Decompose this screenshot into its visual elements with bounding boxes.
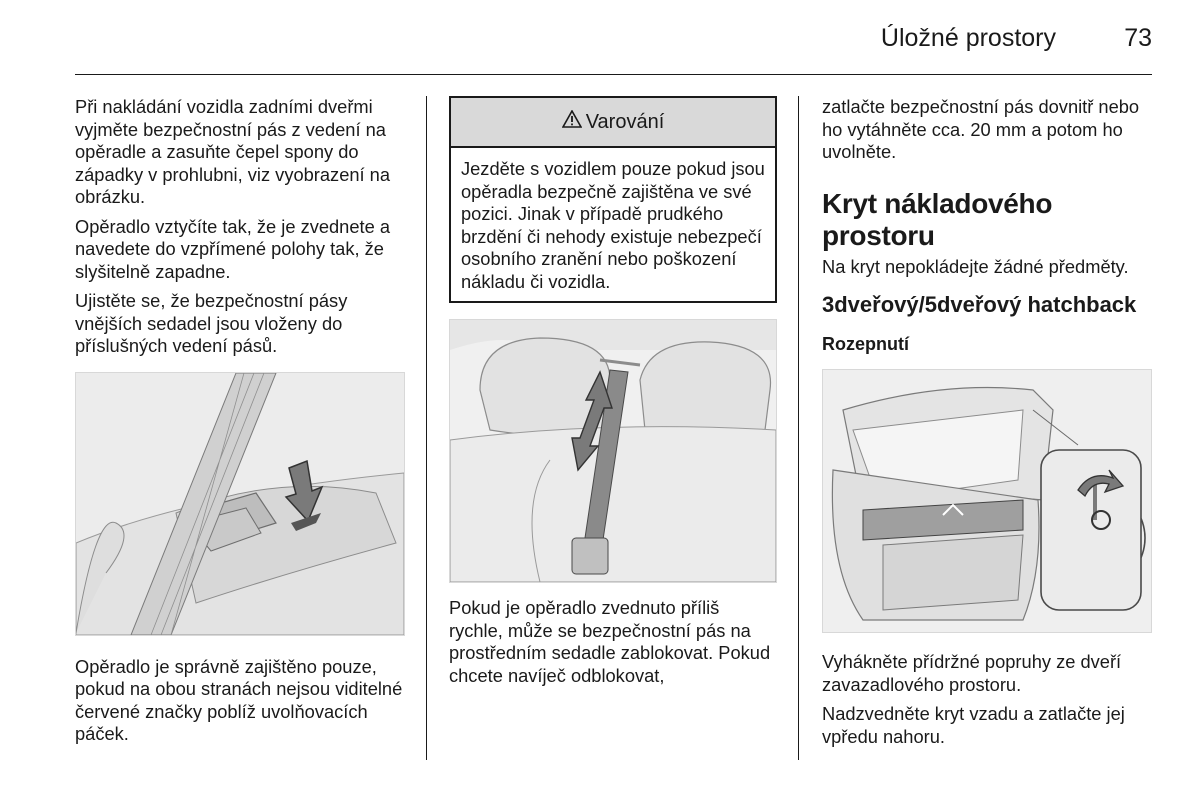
warning-text: Jezděte s vozidlem pouze pokud jsou opěradla bezpečně zajištěna ve své pozici. Jinak v případě prudkého brzdění či nehody existuje nebezpečí osobního zranění nebo poškození nákladu či vozidla.: [461, 158, 765, 292]
warning-header: [451, 98, 775, 148]
header-divider: [75, 74, 1152, 75]
page-section-title: Úložné prostory: [880, 24, 1056, 52]
section-heading: Kryt nákladového prostoru: [822, 187, 1053, 251]
paragraph: Na kryt nepokládejte žádné předměty.: [822, 255, 1129, 277]
rear-seat-drawing: [450, 320, 776, 582]
column-divider-1: [426, 96, 427, 760]
paragraph: Pokud je opěradlo zvednuto příliš rychle, může se bezpečnostní pás na prostředním sedadle zablokovat. Pokud chcete navíječ odblokovat,: [449, 597, 771, 686]
warning-triangle-icon: [562, 110, 582, 134]
paragraph: Opěradlo vztyčíte tak, že je zvednete a navedete do vzpřímené polohy tak, že slyšitelně zapadne.: [75, 215, 391, 282]
page-number: 73: [1124, 24, 1152, 52]
paragraph: Vyhákněte přídržné popruhy ze dveří zavazadlového prostoru.: [822, 651, 1122, 695]
paragraph: Při nakládání vozidla zadními dveřmi vyjměte bezpečnostní pás z vedení na opěradle a zasuňte čepel spony do západky v prohlubni, viz vyobrazení na obrázku.: [75, 96, 391, 207]
paragraph: Ujistěte se, že bezpečnostní pásy vnějších sedadel jsou vloženy do příslušných vedení pásů.: [75, 290, 348, 356]
column-3: [822, 96, 1152, 755]
seat-belt-latch-drawing: [76, 373, 404, 635]
seat-belt-latch-illustration: [75, 372, 405, 636]
hatchback-drawing: [823, 370, 1151, 632]
column-2: [449, 96, 777, 694]
warning-box: [449, 96, 777, 303]
column-divider-2: [798, 96, 799, 760]
paragraph: Opěradlo je správně zajištěno pouze, pokud na obou stranách nejsou viditelné červené značky poblíž uvolňovacích páček.: [75, 655, 403, 744]
column-1: [75, 96, 407, 753]
paragraph: Nadzvedněte kryt vzadu a zatlačte jej vpředu nahoru.: [822, 703, 1125, 747]
warning-title: Varování: [585, 110, 665, 133]
rear-seat-belt-illustration: [449, 319, 777, 583]
subsection-heading: 3dveřový/5dveřový hatchback: [822, 292, 1137, 317]
paragraph: zatlačte bezpečnostní pás dovnitř nebo ho vytáhněte cca. 20 mm a potom ho uvolněte.: [822, 96, 1140, 162]
subsubsection-heading: Rozepnutí: [822, 334, 909, 354]
cargo-cover-illustration: [822, 369, 1152, 633]
